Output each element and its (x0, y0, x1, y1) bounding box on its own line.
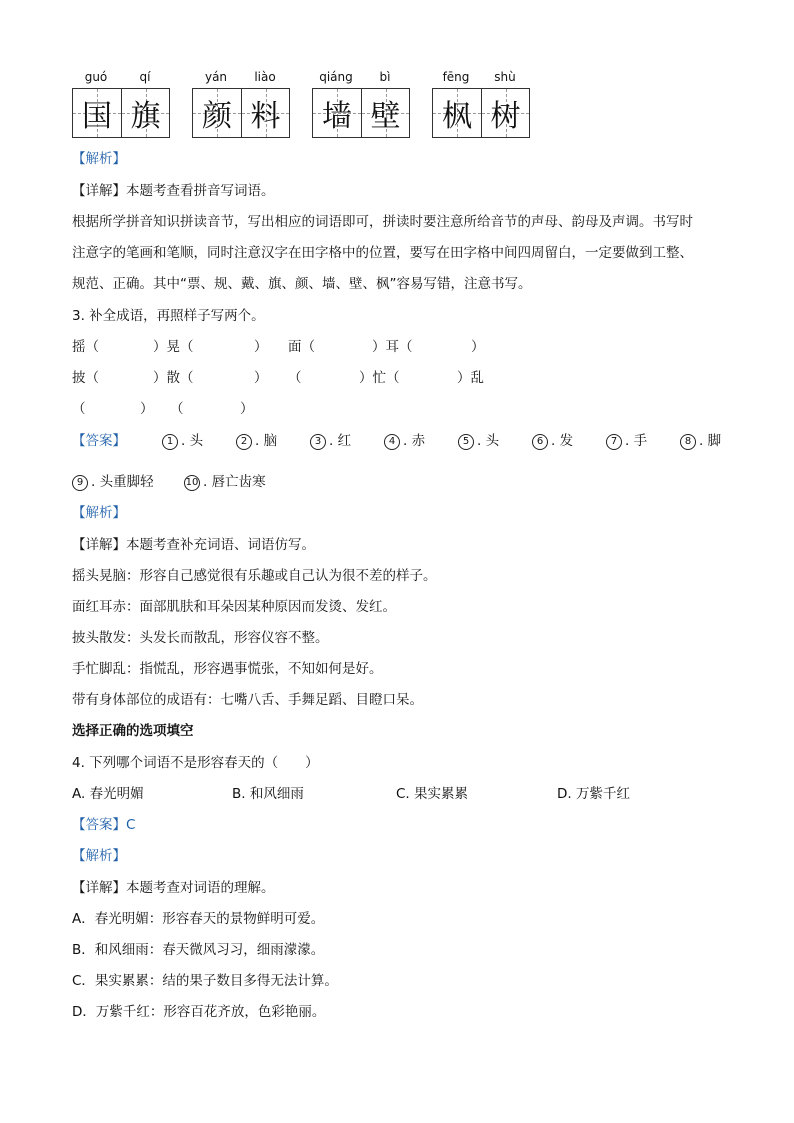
answer-text: . 头 (181, 433, 204, 449)
explanation-line: B．和风细雨：春天微风习习，细雨濛濛。 (72, 942, 325, 958)
answer-item (532, 432, 573, 450)
answer-item (236, 432, 277, 450)
detail-line: 【详解】本题考查对词语的理解。 (72, 880, 275, 896)
answer-item (384, 432, 425, 450)
tianzige-cell (121, 89, 169, 137)
idiom-blank-text: ）忙（ (359, 370, 400, 386)
answer-text: . 头重脚轻 (91, 474, 154, 490)
answer-text: . 发 (551, 433, 574, 449)
section-title: 选择正确的选项填空 (72, 723, 194, 739)
idiom-blank-text: （ (288, 370, 302, 386)
analysis-label: 【解析】 (72, 848, 126, 864)
idiom-blank-text: ） (254, 339, 268, 355)
explanation-line: 带有身体部位的成语有：七嘴八舌、手舞足蹈、目瞪口呆。 (72, 692, 423, 708)
answer-number: 2 (236, 434, 252, 450)
answer-number: 3 (310, 434, 326, 450)
answer-item (72, 473, 154, 491)
answer-item (606, 432, 647, 450)
answer-text: . 唇亡齿寒 (203, 474, 266, 490)
question-title: 3. 补全成语，再照样子写两个。 (72, 308, 265, 324)
pinyin-label: qí (139, 70, 151, 84)
explanation-line: A．春光明媚：形容春天的景物鲜明可爱。 (72, 911, 325, 927)
option-d: D. 万紫千红 (557, 786, 630, 802)
idiom-blank-text: 摇（ (72, 339, 99, 355)
idiom-blank-text: ） (240, 401, 254, 417)
tianzige-grid (312, 88, 410, 138)
idiom-blank-text: 面（ (288, 339, 315, 355)
paragraph-line: 规范、正确。其中“票、规、戴、旗、颜、墙、壁、枫”容易写错，注意书写。 (72, 276, 532, 292)
grid-char: 国 (82, 99, 112, 134)
tianzige-cell (481, 89, 529, 137)
paragraph-line: 注意字的笔画和笔顺，同时注意汉字在田字格中的位置，要写在田字格中间四周留白，一定要做到工整、 (72, 245, 693, 261)
answer-item (680, 432, 721, 450)
answer-text: . 脑 (255, 433, 278, 449)
tianzige-cell (241, 89, 289, 137)
analysis-label: 【解析】 (72, 151, 126, 167)
pinyin-label: shù (494, 70, 516, 84)
pinyin-label: liào (254, 70, 276, 84)
explanation-line: 面红耳赤：面部肌肤和耳朵因某种原因而发烫、发红。 (72, 599, 396, 615)
grid-char: 墙 (322, 99, 352, 134)
grid-char: 料 (250, 99, 281, 134)
idiom-blank-text: ） (471, 339, 485, 355)
detail-line: 【详解】本题考查看拼音写词语。 (72, 183, 275, 199)
idiom-blank-text: ）散（ (153, 370, 194, 386)
answer-item (310, 432, 351, 450)
option-a: A. 春光明媚 (72, 786, 144, 802)
tianzige-grid (192, 88, 290, 138)
option-b: B. 和风细雨 (232, 786, 304, 802)
explanation-line: C．果实累累：结的果子数目多得无法计算。 (72, 973, 338, 989)
tianzige-cell (193, 89, 241, 137)
idiom-blank-text: （ (72, 401, 86, 417)
answer-item (184, 473, 266, 491)
option-c: C. 果实累累 (396, 786, 469, 802)
pinyin-label: qiáng (319, 70, 353, 84)
answer-number: 4 (384, 434, 400, 450)
answer-number: 1 (162, 434, 178, 450)
pinyin-label: fēng (442, 70, 470, 84)
answer-number: 7 (606, 434, 622, 450)
tianzige-cell (73, 89, 121, 137)
explanation-line: 手忙脚乱：指慌乱，形容遇事慌张，不知如何是好。 (72, 661, 383, 677)
answer-number: 10 (184, 475, 200, 491)
idiom-blank-text: ）晃（ (153, 339, 194, 355)
idiom-blank-text: ）耳（ (372, 339, 413, 355)
tianzige-grid (432, 88, 530, 138)
explanation-line: 摇头晃脑：形容自己感觉很有乐趣或自己认为很不差的样子。 (72, 568, 437, 584)
analysis-label: 【解析】 (72, 505, 126, 521)
pinyin-label: yán (204, 70, 228, 84)
idiom-blank-text: ） (140, 401, 154, 417)
idiom-blank-text: （ (170, 401, 184, 417)
idiom-blank-text: 披（ (72, 370, 99, 386)
explanation-line: 披头散发：头发长而散乱，形容仪容不整。 (72, 630, 329, 646)
answer-item (162, 432, 203, 450)
grid-char: 旗 (130, 99, 161, 134)
tianzige-cell (361, 89, 409, 137)
grid-char: 颜 (202, 99, 232, 134)
pinyin-label: guó (84, 70, 108, 84)
answer-number: 9 (72, 475, 88, 491)
answer-text: . 手 (625, 433, 648, 449)
answer-text: . 赤 (403, 433, 426, 449)
answer-number: 6 (532, 434, 548, 450)
paragraph-line: 根据所学拼音知识拼读音节，写出相应的词语即可，拼读时要注意所给音节的声母、韵母及声调。书写时 (72, 214, 693, 230)
answer-number: 8 (680, 434, 696, 450)
tianzige-cell (433, 89, 481, 137)
tianzige-cell (313, 89, 361, 137)
answer-line: 【答案】C (72, 817, 136, 833)
answer-text: . 头 (477, 433, 500, 449)
answer-text: . 红 (329, 433, 352, 449)
grid-char: 壁 (370, 99, 401, 134)
tianzige-grid (72, 88, 170, 138)
detail-line: 【详解】本题考查补充词语、词语仿写。 (72, 537, 315, 553)
idiom-blank-text: ）乱 (457, 370, 484, 386)
explanation-line: D．万紫千红：形容百花齐放，色彩艳丽。 (72, 1004, 326, 1020)
answer-text: . 脚 (699, 433, 722, 449)
pinyin-label: bì (379, 70, 391, 84)
grid-char: 枫 (442, 99, 472, 134)
grid-char: 树 (490, 99, 521, 134)
answer-label: 【答案】 (72, 433, 126, 449)
answer-item (458, 432, 499, 450)
answer-number: 5 (458, 434, 474, 450)
question-title: 4. 下列哪个词语不是形容春天的（ ） (72, 755, 319, 771)
idiom-blank-text: ） (254, 370, 268, 386)
